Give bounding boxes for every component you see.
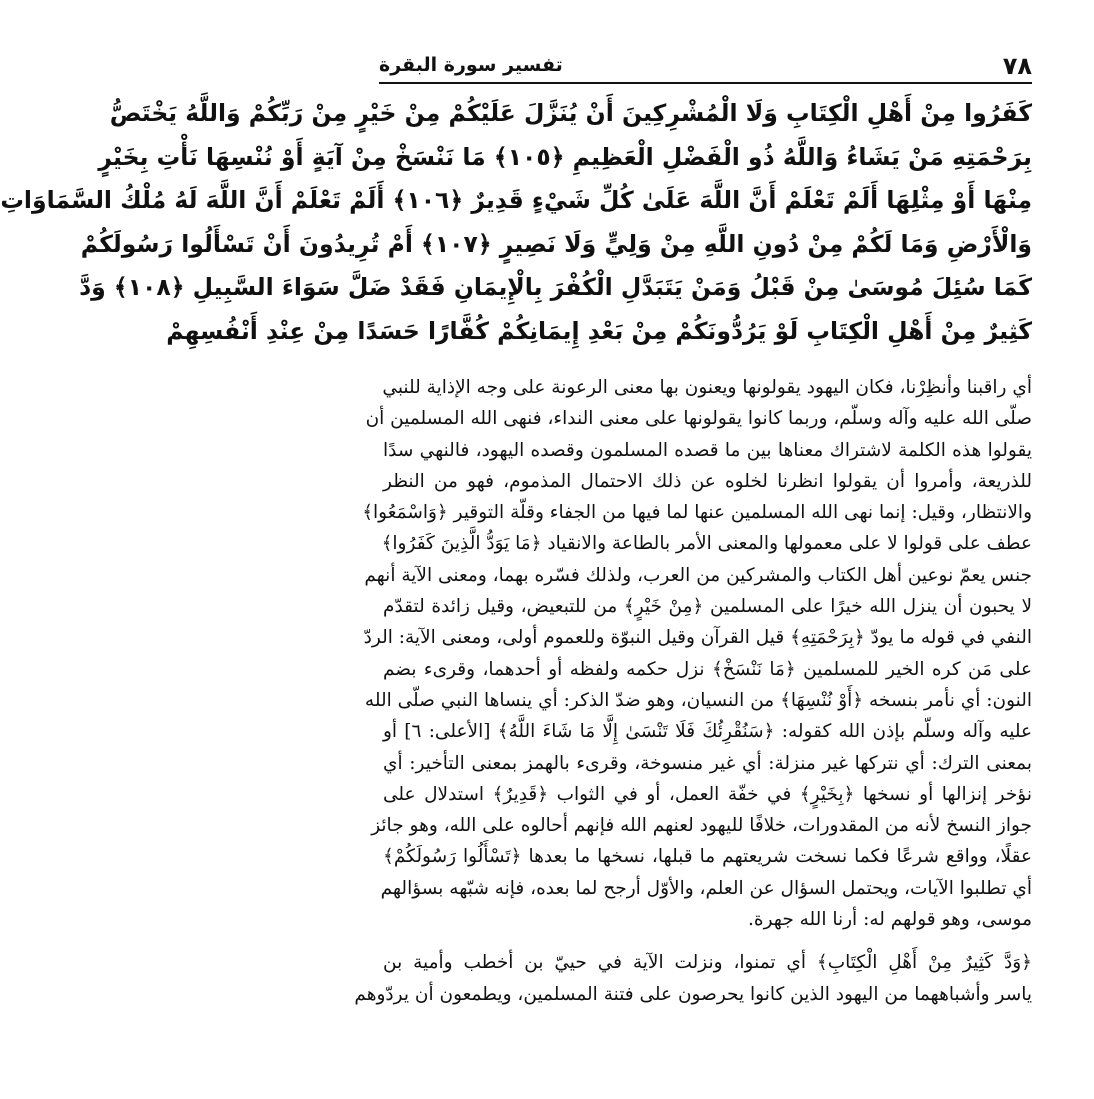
verse-line: مِنْهَا أَوْ مِثْلِهَا أَلَمْ تَعْلَمْ أَنَّ اللَّهَ عَلَىٰ كُلِّ شَيْءٍ قَدِيرٌ ﴿١٠٦﴾ أَلَمْ تَعْلَمْ أَنَّ اللَّهَ لَهُ مُلْكُ السَّمَاوَاتِ: [0, 186, 1032, 214]
commentary-line: النفي في قوله ما يودّ ﴿بِرَحْمَتِهِ﴾ قيل القرآن وقيل النبوّة وللعموم أولى، ومعنى الآية: الردّ: [363, 627, 1032, 649]
page-number: ٧٨: [1002, 52, 1032, 80]
commentary-line: عليه وآله وسلّم بإذن الله كقوله: ﴿سَنُقْرِئُكَ فَلَا تَنْسَىٰ إِلَّا مَا شَاءَ اللَّهُ﴾ [الأعلى: ٦] أو: [383, 721, 1032, 743]
commentary-line: عقلًا، وواقع شرعًا فكما نسخت شريعتهم ما قبلها، نسخها ما بعدها ﴿تَسْأَلُوا رَسُولَكُمْ﴾: [383, 846, 1032, 868]
commentary-line: صلّى الله عليه وآله وسلّم، وربما كانوا يقولونها على معنى النداء، فنهى الله المسلمين أن: [365, 408, 1032, 430]
verse-line: وَالْأَرْضِ وَمَا لَكُمْ مِنْ دُونِ اللَّهِ مِنْ وَلِيٍّ وَلَا نَصِيرٍ ﴿١٠٧﴾ أَمْ تُرِيدُونَ أَنْ تَسْأَلُوا رَسُولَكُمْ: [80, 229, 1032, 258]
commentary-line: يقولوا هذه الكلمة لاشتراك معناها بين ما قصده المسلمون وقصده اليهود، فالنهي سدًا: [383, 439, 1032, 461]
commentary-paragraph: [362, 372, 1032, 935]
verse-line: بِرَحْمَتِهِ مَنْ يَشَاءُ وَاللَّهُ ذُو الْفَضْلِ الْعَظِيمِ ﴿١٠٥﴾ مَا نَنْسَخْ مِنْ آيَةٍ أَوْ نُنْسِهَا نَأْتِ بِخَيْرٍ: [98, 142, 1032, 171]
commentary-line: جواز النسخ لأنه من المقدورات، خلافًا لليهود لعنهم الله فإنهم أحالوه على الله، وهو جائز: [371, 815, 1032, 837]
commentary-line: على مَن كره الخير للمسلمين ﴿مَا نَنْسَخْ﴾ نزل حكمه ولفظه أو أحدهما، وقرىء بضم: [383, 658, 1032, 680]
quran-verses-block: [0, 92, 1032, 353]
commentary-text: [354, 372, 1032, 1010]
commentary-line: عطف على قولوا لا على معمولها والمعنى الأمر بالطاعة والانقياد ﴿مَا يَوَدُّ الَّذِينَ كَفَرُوا﴾: [381, 533, 1032, 555]
page-header: [379, 48, 1032, 84]
commentary-line: لا يحبون أن ينزل الله خيرًا على المسلمين ﴿مِنْ خَيْرٍ﴾ من للتبعيض، وقيل زائدة لتقدّم: [383, 596, 1032, 618]
commentary-line: أي راقبنا وأنظِرْنا، فكان اليهود يقولونها ويعنون بها معنى الرعونة على وجه الإذاية للنبي: [382, 377, 1032, 398]
commentary-line: للذريعة، وأمروا أن يقولوا انظرنا لخلوه عن ذلك الاحتمال المذموم، فهو من النظر: [383, 470, 1032, 492]
verse-line: كَمَا سُئِلَ مُوسَىٰ مِنْ قَبْلُ وَمَنْ يَتَبَدَّلِ الْكُفْرَ بِالْإِيمَانِ فَقَدْ ضَلَّ سَوَاءَ السَّبِيلِ ﴿١٠٨﴾ وَدَّ: [79, 273, 1032, 301]
commentary-line: موسى، وهو قولهم له: أرنا الله جهرة.: [748, 909, 1032, 931]
running-title: تفسير سورة البقرة: [379, 54, 563, 76]
commentary-line: أي تطلبوا الآيات، ويحتمل السؤال عن العلم، والأوّل أرجح لما بعده، فإنه شبّهه بسؤالهم: [380, 877, 1032, 899]
commentary-line: والانتظار، وقيل: إنما نهى الله المسلمين عنها لما فيها من الجفاء وقلّة التوقير ﴿وَاسْمَعُوا﴾: [362, 502, 1032, 524]
commentary-paragraph: [354, 947, 1032, 1010]
commentary-line: نؤخر إنزالها أو نسخها ﴿بِخَيْرٍ﴾ في خفّة العمل، أو في الثواب ﴿قَدِيرٌ﴾ استدلال على: [383, 783, 1032, 805]
commentary-line: جنس يعمّ نوعين أهل الكتاب والمشركين من العرب، ولذلك فسّره بهما، ومعنى الآية أنهم: [364, 564, 1032, 586]
commentary-line: بمعنى الترك: أي نتركها غير منزلة: أي غير منسوخة، وقرىء بالهمز بمعنى التأخير: أي: [383, 752, 1032, 774]
commentary-line: ﴿وَدَّ كَثِيرٌ مِنْ أَهْلِ الْكِتَابِ﴾ أي تمنوا، ونزلت الآية في حييّ بن أخطب وأمية بن: [383, 952, 1032, 974]
commentary-line: ياسر وأشباههما من اليهود الذين كانوا يحرصون على فتنة المسلمين، ويطمعون أن يردّوهم: [354, 983, 1032, 1005]
verse-line: كَثِيرٌ مِنْ أَهْلِ الْكِتَابِ لَوْ يَرُدُّونَكُمْ مِنْ بَعْدِ إِيمَانِكُمْ كُفَّارًا حَسَدًا مِنْ عِنْدِ أَنْفُسِهِمْ: [166, 316, 1032, 345]
commentary-line: النون: أي نأمر بنسخه ﴿أَوْ نُنْسِهَا﴾ من النسيان، وهو ضدّ الذكر: أي ينساها النبي صلّى الله: [364, 689, 1032, 711]
verse-line: كَفَرُوا مِنْ أَهْلِ الْكِتَابِ وَلَا الْمُشْرِكِينَ أَنْ يُنَزَّلَ عَلَيْكُمْ مِنْ خَيْرٍ مِنْ رَبِّكُمْ وَاللَّهُ يَخْتَصُّ: [109, 99, 1032, 127]
